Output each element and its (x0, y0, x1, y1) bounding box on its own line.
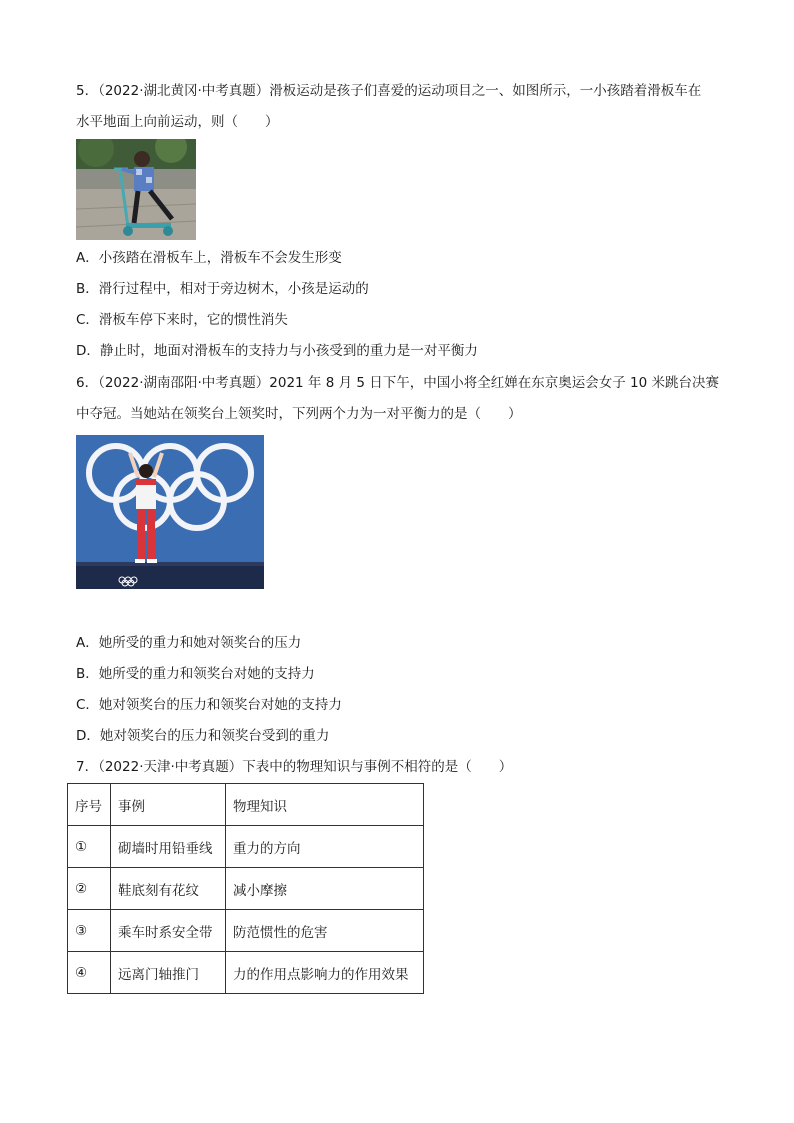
q6-option-d: D．她对领奖台的压力和领奖台受到的重力 (76, 728, 330, 744)
table-cell: 鞋底刻有花纹 (111, 868, 226, 910)
q7-stem: 7．（2022·天津·中考真题）下表中的物理知识与事例不相符的是（ ） (76, 759, 513, 775)
table-row (68, 868, 424, 910)
physics-facts-table (67, 783, 424, 994)
q5-option-c: C．滑板车停下来时，它的惯性消失 (76, 312, 288, 328)
table-cell: ② (68, 868, 111, 910)
table-cell: 砌墙时用铅垂线 (111, 826, 226, 868)
table-cell: 远离门轴推门 (111, 952, 226, 994)
q5-option-a: A．小孩踏在滑板车上，滑板车不会发生形变 (76, 250, 342, 266)
table-header-cell: 序号 (68, 784, 111, 826)
table-cell: 力的作用点影响力的作用效果 (226, 952, 424, 994)
table-cell: ③ (68, 910, 111, 952)
table-header-cell: 物理知识 (226, 784, 424, 826)
table-cell: 乘车时系安全带 (111, 910, 226, 952)
table-cell: ④ (68, 952, 111, 994)
table-row (68, 952, 424, 994)
table-cell: 防范惯性的危害 (226, 910, 424, 952)
q5-stem-line2: 水平地面上向前运动，则（ ） (76, 114, 279, 130)
q6-option-b: B．她所受的重力和领奖台对她的支持力 (76, 666, 315, 682)
q5-option-b: B．滑行过程中，相对于旁边树木，小孩是运动的 (76, 281, 369, 297)
q6-option-a: A．她所受的重力和她对领奖台的压力 (76, 635, 302, 651)
table-cell: 重力的方向 (226, 826, 424, 868)
table-cell: ① (68, 826, 111, 868)
table-header-row (68, 784, 424, 826)
q5-stem-line1: 5．（2022·湖北黄冈·中考真题）滑板运动是孩子们喜爱的运动项目之一、如图所示，一小孩踏着滑板车在 (76, 83, 702, 99)
q6-stem-line2: 中夺冠。当她站在领奖台上领奖时，下列两个力为一对平衡力的是（ ） (76, 406, 522, 422)
table-header-cell: 事例 (111, 784, 226, 826)
q6-option-c: C．她对领奖台的压力和领奖台对她的支持力 (76, 697, 342, 713)
table-cell: 减小摩擦 (226, 868, 424, 910)
q5-option-d: D．静止时，地面对滑板车的支持力与小孩受到的重力是一对平衡力 (76, 343, 478, 359)
table-row (68, 826, 424, 868)
olympic-podium-photo (76, 435, 264, 589)
q6-stem-line1: 6．（2022·湖南邵阳·中考真题）2021 年 8 月 5 日下午，中国小将全红婵在东京奥运会女子 10 米跳台决赛 (76, 375, 720, 391)
scooter-photo (76, 139, 196, 240)
table-row (68, 910, 424, 952)
